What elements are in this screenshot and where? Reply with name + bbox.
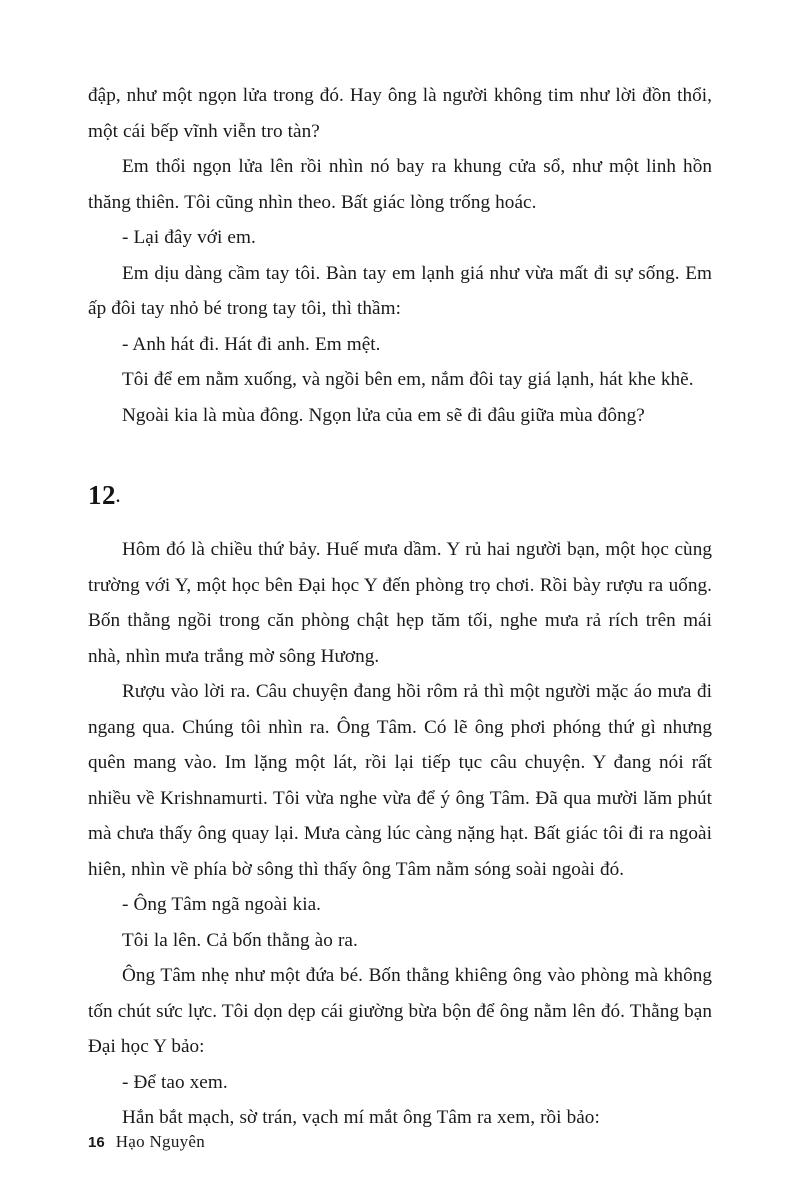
- paragraph: Rượu vào lời ra. Câu chuyện đang hồi rôm rả thì một người mặc áo mưa đi ngang qua. Chúng tôi nhìn ra. Ông Tâm. Có lẽ ông phơi phóng thứ gì nhưng quên mang vào. Im lặng một lát, rồi lại tiếp tục câu chuyện. Y đang nói rất nhiều về Krishnamurti. Tôi vừa nghe vừa để ý ông Tâm. Đã qua mười lăm phút mà chưa thấy ông quay lại. Mưa càng lúc càng nặng hạt. Bất giác tôi đi ra ngoài hiên, nhìn về phía bờ sông thì thấy ông Tâm nằm sóng soài ngoài đó.: [88, 681, 712, 880]
- paragraph: Tôi để em nằm xuống, và ngồi bên em, nắm đôi tay giá lạnh, hát khe khẽ.: [122, 369, 694, 390]
- paragraph: đập, như một ngọn lửa trong đó. Hay ông là người không tim như lời đồn thổi, một cái bếp vĩnh viễn tro tàn?: [88, 85, 712, 142]
- paragraph: Ông Tâm nhẹ như một đứa bé. Bốn thằng khiêng ông vào phòng mà không tốn chút sức lực. Tôi dọn dẹp cái giường bừa bộn để ông nằm lên đó. Thằng bạn Đại học Y bảo:: [88, 965, 712, 1057]
- paragraph: - Ông Tâm ngã ngoài kia.: [122, 894, 322, 915]
- paragraph: Em thổi ngọn lửa lên rồi nhìn nó bay ra khung cửa sổ, như một linh hồn thăng thiên. Tôi cũng nhìn theo. Bất giác lòng trống hoác.: [88, 156, 712, 213]
- page-footer: [88, 1132, 205, 1152]
- paragraph: Hắn bắt mạch, sờ trán, vạch mí mắt ông Tâm ra xem, rồi bảo:: [122, 1107, 600, 1128]
- page-number: 16: [88, 1134, 105, 1151]
- chapter-number-heading: [88, 433, 712, 532]
- chapter-number-value: 12: [88, 480, 116, 510]
- paragraph: - Anh hát đi. Hát đi anh. Em mệt.: [122, 333, 381, 355]
- chapter-number-suffix: .: [116, 489, 121, 506]
- running-author-name: Hạo Nguyên: [115, 1132, 206, 1151]
- body-text-column: [88, 78, 712, 1136]
- paragraph: - Để tao xem.: [122, 1071, 228, 1093]
- paragraph: Hôm đó là chiều thứ bảy. Huế mưa dầm. Y rủ hai người bạn, một học cùng trường với Y, một học bên Đại học Y đến phòng trọ chơi. Rồi bày rượu ra uống. Bốn thằng ngồi trong căn phòng chật hẹp tăm tối, nghe mưa rả rích trên mái nhà, nhìn mưa trắng mờ sông Hương.: [88, 539, 712, 667]
- paragraph: Ngoài kia là mùa đông. Ngọn lửa của em sẽ đi đâu giữa mùa đông?: [122, 404, 645, 426]
- paragraph: Em dịu dàng cầm tay tôi. Bàn tay em lạnh giá như vừa mất đi sự sống. Em ấp đôi tay nhỏ bé trong tay tôi, thì thầm:: [88, 262, 712, 319]
- paragraph: - Lại đây với em.: [122, 227, 256, 248]
- paragraph: Tôi la lên. Cả bốn thằng ào ra.: [122, 929, 358, 951]
